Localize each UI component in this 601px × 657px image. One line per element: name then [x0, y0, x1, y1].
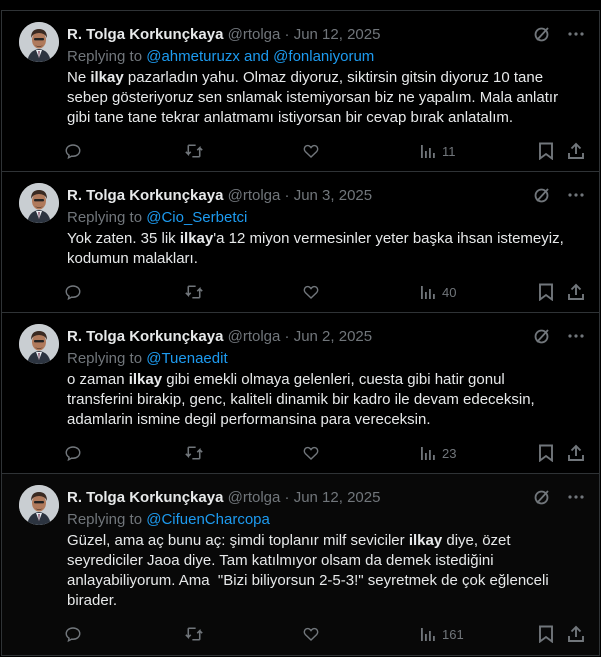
repost-icon — [184, 283, 204, 301]
like-button[interactable] — [302, 283, 320, 301]
replying-to — [67, 208, 247, 228]
views-icon — [420, 284, 436, 300]
tweet-date[interactable]: Jun 12, 2025 — [293, 489, 381, 506]
separator: · — [284, 328, 290, 345]
text-segment: Yok zaten. 35 lik — [67, 230, 180, 247]
author-handle[interactable]: @rtolga — [227, 489, 281, 506]
like-icon — [302, 142, 320, 160]
repost-button[interactable] — [184, 283, 204, 301]
share-icon — [567, 444, 585, 462]
reply-button[interactable] — [64, 142, 82, 160]
bookmark-icon — [538, 283, 554, 301]
text-segment: Ne — [67, 69, 91, 86]
avatar[interactable] — [19, 485, 59, 525]
grok-icon[interactable] — [533, 186, 551, 204]
tweet-header — [67, 489, 380, 507]
share-icon — [567, 142, 585, 160]
like-button[interactable] — [302, 444, 320, 462]
repost-button[interactable] — [184, 142, 204, 160]
highlighted-term: ilkay — [179, 230, 214, 247]
text-segment: o zaman — [67, 371, 129, 388]
reply-icon — [64, 444, 82, 462]
views-icon — [420, 445, 436, 461]
views-button[interactable] — [420, 284, 456, 300]
avatar[interactable] — [19, 324, 59, 364]
reply-icon — [64, 625, 82, 643]
replying-label: Replying to — [67, 511, 143, 528]
author-name[interactable]: R. Tolga Korkunçkaya — [67, 489, 224, 506]
share-button[interactable] — [567, 283, 585, 301]
repost-button[interactable] — [184, 444, 204, 462]
mention-link[interactable]: @CifuenCharcopa — [146, 511, 270, 528]
highlighted-term: ilkay — [408, 532, 443, 549]
text-segment: diye, özet seyrediciler Jaoa diye. Tam katılmıyor olsam da demek istediğini anlayabiliyorum. Ama "Bizi biliyorsun 2-5-3!" seyretmek de çok eğlenceli birader. — [67, 532, 549, 609]
views-button[interactable] — [420, 143, 456, 159]
tweet-text — [67, 370, 582, 430]
tweet-actions — [64, 141, 585, 161]
bookmark-icon — [538, 444, 554, 462]
more-icon[interactable] — [567, 25, 585, 43]
grok-icon[interactable] — [533, 327, 551, 345]
like-icon — [302, 283, 320, 301]
mention-link[interactable]: @Cio_Serbetci — [146, 209, 248, 226]
bookmark-button[interactable] — [538, 283, 554, 301]
views-count: 40 — [442, 284, 457, 300]
text-segment: pazarladın yahu. Olmaz diyoruz, siktirsin gitsin diyoruz 10 tane sebep gösteriyoruz sen snlamak istemiyorsan biz ne yapalım. Mala anlatır gibi tane tane tekrar anlatmamı istiyorsan bir cevap bırak anlatalım. — [67, 69, 559, 126]
bookmark-button[interactable] — [538, 625, 554, 643]
tweet[interactable] — [1, 171, 600, 312]
tweet-text — [67, 229, 582, 269]
tweet-top-actions — [533, 186, 585, 204]
reply-button[interactable] — [64, 625, 82, 643]
mention-link[interactable]: @ahmeturuzx and @fonlaniyorum — [146, 48, 375, 65]
bookmark-icon — [538, 625, 554, 643]
separator: · — [284, 187, 290, 204]
tweet-actions — [64, 282, 585, 302]
tweet-actions — [64, 624, 585, 644]
author-handle[interactable]: @rtolga — [227, 328, 281, 345]
more-icon[interactable] — [567, 488, 585, 506]
share-icon — [567, 283, 585, 301]
views-count: 161 — [442, 626, 464, 642]
like-button[interactable] — [302, 625, 320, 643]
grok-icon[interactable] — [533, 25, 551, 43]
author-handle[interactable]: @rtolga — [227, 187, 281, 204]
highlighted-term: ilkay — [128, 371, 163, 388]
tweet-header — [67, 328, 372, 346]
grok-icon[interactable] — [533, 488, 551, 506]
views-count: 23 — [442, 445, 457, 461]
replying-label: Replying to — [67, 48, 143, 65]
repost-button[interactable] — [184, 625, 204, 643]
like-icon — [302, 444, 320, 462]
reply-icon — [64, 283, 82, 301]
author-handle[interactable]: @rtolga — [227, 26, 281, 43]
replying-label: Replying to — [67, 209, 143, 226]
mention-link[interactable]: @Tuenaedit — [146, 350, 228, 367]
bookmark-button[interactable] — [538, 444, 554, 462]
repost-icon — [184, 444, 204, 462]
views-icon — [420, 143, 436, 159]
author-name[interactable]: R. Tolga Korkunçkaya — [67, 187, 224, 204]
bookmark-button[interactable] — [538, 142, 554, 160]
share-button[interactable] — [567, 142, 585, 160]
like-button[interactable] — [302, 142, 320, 160]
share-button[interactable] — [567, 444, 585, 462]
avatar[interactable] — [19, 183, 59, 223]
text-segment: gibi emekli olmaya gelenleri, cuesta gibi hatir gonul transferini birakip, genc, kaliteli dinamik bir kadro ile devam edeceksin, adamlarin ismine degil performansina para vereceksin. — [67, 371, 535, 428]
text-segment: Güzel, ama aç bunu aç: şimdi toplanır milf seviciler — [67, 532, 409, 549]
share-icon — [567, 625, 585, 643]
reply-button[interactable] — [64, 283, 82, 301]
more-icon[interactable] — [567, 186, 585, 204]
views-button[interactable] — [420, 445, 456, 461]
share-button[interactable] — [567, 625, 585, 643]
replying-label: Replying to — [67, 350, 143, 367]
replying-to — [67, 47, 374, 67]
author-name[interactable]: R. Tolga Korkunçkaya — [67, 328, 224, 345]
author-name[interactable]: R. Tolga Korkunçkaya — [67, 26, 224, 43]
highlighted-term: ilkay — [90, 69, 124, 86]
views-icon — [420, 626, 436, 642]
tweet[interactable] — [1, 312, 600, 473]
tweet-top-actions — [533, 327, 585, 345]
tweet-text — [67, 531, 582, 611]
text-segment: 'a 12 miyon vermesinler yeter başka ihsan istemeyiz, kodumun malakları. — [67, 230, 564, 267]
more-icon[interactable] — [567, 327, 585, 345]
tweet-text — [67, 68, 582, 128]
tweet-date[interactable]: Jun 12, 2025 — [293, 26, 381, 43]
tweet[interactable] — [1, 473, 600, 656]
tweet-top-actions — [533, 488, 585, 506]
separator: · — [284, 489, 290, 506]
like-icon — [302, 625, 320, 643]
bookmark-icon — [538, 142, 554, 160]
tweet-header — [67, 187, 372, 205]
tweet[interactable] — [1, 10, 600, 171]
tweet-actions — [64, 443, 585, 463]
tweet-top-actions — [533, 25, 585, 43]
replying-to — [67, 349, 228, 369]
tweet-date[interactable]: Jun 3, 2025 — [293, 187, 373, 204]
replying-to — [67, 510, 270, 530]
separator: · — [284, 26, 290, 43]
views-button[interactable] — [420, 626, 464, 642]
timeline — [1, 10, 600, 656]
reply-button[interactable] — [64, 444, 82, 462]
repost-icon — [184, 625, 204, 643]
tweet-date[interactable]: Jun 2, 2025 — [293, 328, 373, 345]
tweet-header — [67, 26, 380, 44]
views-count: 11 — [442, 143, 456, 159]
avatar[interactable] — [19, 22, 59, 62]
repost-icon — [184, 142, 204, 160]
reply-icon — [64, 142, 82, 160]
